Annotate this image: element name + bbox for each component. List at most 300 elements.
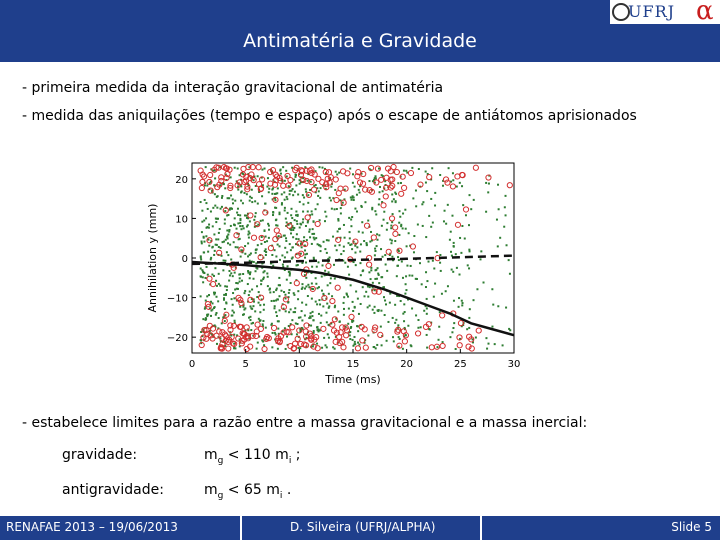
green-event-point <box>360 205 362 207</box>
green-event-point <box>211 309 213 311</box>
green-event-point <box>215 221 217 223</box>
green-event-point <box>292 188 294 190</box>
green-event-point <box>206 266 208 268</box>
green-event-point <box>358 343 360 345</box>
green-event-point <box>224 210 226 212</box>
green-event-point <box>249 232 251 234</box>
green-event-point <box>436 251 438 253</box>
slide-title: Antimatéria e Gravidade <box>243 30 477 52</box>
green-event-point <box>314 238 316 240</box>
green-event-point <box>247 283 249 285</box>
green-event-point <box>311 243 313 245</box>
green-event-point <box>430 198 432 200</box>
green-event-point <box>322 305 324 307</box>
green-event-point <box>394 304 396 306</box>
green-event-point <box>223 241 225 243</box>
green-event-point <box>485 337 487 339</box>
green-event-point <box>350 326 352 328</box>
green-event-point <box>284 247 286 249</box>
green-event-point <box>315 208 317 210</box>
green-event-point <box>425 236 427 238</box>
green-event-point <box>226 251 228 253</box>
green-event-point <box>258 302 260 304</box>
x-tick-label: 30 <box>507 359 521 370</box>
green-event-point <box>217 300 219 302</box>
green-event-point <box>340 253 342 255</box>
green-event-point <box>339 244 341 246</box>
green-event-point <box>344 262 346 264</box>
green-event-point <box>213 292 215 294</box>
green-event-point <box>343 314 345 316</box>
green-event-point <box>221 195 223 197</box>
bullet-first-measurement: - primeira medida da interação gravitacional de antimatéria <box>22 80 444 96</box>
green-event-point <box>352 345 354 347</box>
green-event-point <box>363 240 365 242</box>
green-event-point <box>251 201 253 203</box>
green-event-point <box>258 291 260 293</box>
green-event-point <box>391 256 393 258</box>
green-event-point <box>208 294 210 296</box>
green-event-point <box>236 212 238 214</box>
x-tick-label: 15 <box>346 359 360 370</box>
green-event-point <box>211 246 213 248</box>
green-event-point <box>226 289 228 291</box>
green-event-point <box>214 193 216 195</box>
green-event-point <box>244 290 246 292</box>
green-event-point <box>423 310 425 312</box>
green-event-point <box>301 319 303 321</box>
green-event-point <box>351 199 353 201</box>
green-event-point <box>218 317 220 319</box>
green-event-point <box>343 302 345 304</box>
green-event-point <box>455 348 457 350</box>
green-event-point <box>228 197 230 199</box>
green-event-point <box>292 194 294 196</box>
green-event-point <box>230 272 232 274</box>
green-event-point <box>439 254 441 256</box>
green-event-point <box>380 276 382 278</box>
green-event-point <box>358 189 360 191</box>
green-event-point <box>296 220 298 222</box>
green-event-point <box>253 219 255 221</box>
green-event-point <box>390 225 392 227</box>
green-event-point <box>311 282 313 284</box>
green-event-point <box>459 274 461 276</box>
green-event-point <box>337 310 339 312</box>
green-event-point <box>299 316 301 318</box>
green-event-point <box>228 280 230 282</box>
green-event-point <box>271 254 273 256</box>
green-event-point <box>417 224 419 226</box>
green-event-point <box>487 343 489 345</box>
green-event-point <box>218 273 220 275</box>
green-event-point <box>366 244 368 246</box>
green-event-point <box>450 231 452 233</box>
green-event-point <box>249 200 251 202</box>
green-event-point <box>425 182 427 184</box>
green-event-point <box>329 197 331 199</box>
green-event-point <box>230 207 232 209</box>
green-event-point <box>296 323 298 325</box>
green-event-point <box>251 289 253 291</box>
green-event-point <box>384 314 386 316</box>
green-event-point <box>285 348 287 350</box>
green-event-point <box>232 198 234 200</box>
green-event-point <box>262 219 264 221</box>
green-event-point <box>421 283 423 285</box>
green-event-point <box>292 246 294 248</box>
green-event-point <box>316 266 318 268</box>
green-event-point <box>426 190 428 192</box>
green-event-point <box>297 193 299 195</box>
green-event-point <box>288 292 290 294</box>
green-event-point <box>207 226 209 228</box>
green-event-point <box>201 241 203 243</box>
y-tick-label: −10 <box>166 293 188 305</box>
green-event-point <box>257 203 259 205</box>
green-event-point <box>227 242 229 244</box>
green-event-point <box>473 199 475 201</box>
green-event-point <box>277 299 279 301</box>
green-event-point <box>319 197 321 199</box>
green-event-point <box>232 292 234 294</box>
green-event-point <box>343 246 345 248</box>
x-tick-label: 20 <box>400 359 414 370</box>
green-event-point <box>230 176 232 178</box>
green-event-point <box>374 250 376 252</box>
green-event-point <box>249 271 251 273</box>
y-tick-label: 20 <box>175 174 188 186</box>
green-event-point <box>442 341 444 343</box>
green-event-point <box>260 220 262 222</box>
green-event-point <box>293 292 295 294</box>
green-event-point <box>344 237 346 239</box>
green-event-point <box>225 294 227 296</box>
green-event-point <box>487 191 489 193</box>
green-event-point <box>201 210 203 212</box>
green-event-point <box>216 296 218 298</box>
green-event-point <box>465 214 467 216</box>
green-event-point <box>244 307 246 309</box>
green-event-point <box>240 249 242 251</box>
green-event-point <box>218 232 220 234</box>
antigravity-limit-value: $m_g < 65$ $m_i$ . <box>204 482 292 501</box>
green-event-point <box>420 326 422 328</box>
green-event-point <box>402 277 404 279</box>
green-event-point <box>348 274 350 276</box>
green-event-point <box>397 265 399 267</box>
green-event-point <box>350 284 352 286</box>
green-event-point <box>205 300 207 302</box>
green-event-point <box>445 223 447 225</box>
green-event-point <box>255 252 257 254</box>
green-event-point <box>338 228 340 230</box>
green-event-point <box>262 271 264 273</box>
green-event-point <box>367 220 369 222</box>
green-event-point <box>213 233 215 235</box>
green-event-point <box>289 271 291 273</box>
green-event-point <box>302 221 304 223</box>
green-event-point <box>262 323 264 325</box>
green-event-point <box>354 307 356 309</box>
green-event-point <box>263 309 265 311</box>
green-event-point <box>226 286 228 288</box>
green-event-point <box>305 277 307 279</box>
green-event-point <box>395 201 397 203</box>
x-tick-label: 5 <box>242 359 249 370</box>
green-event-point <box>322 264 324 266</box>
green-event-point <box>205 319 207 321</box>
green-event-point <box>295 176 297 178</box>
green-event-point <box>253 179 255 181</box>
green-event-point <box>450 251 452 253</box>
green-event-point <box>406 245 408 247</box>
green-event-point <box>411 275 413 277</box>
green-event-point <box>376 233 378 235</box>
green-event-point <box>224 285 226 287</box>
green-event-point <box>202 276 204 278</box>
green-event-point <box>248 237 250 239</box>
green-event-point <box>361 221 363 223</box>
green-event-point <box>326 303 328 305</box>
green-event-point <box>285 240 287 242</box>
green-event-point <box>476 288 478 290</box>
green-event-point <box>410 345 412 347</box>
green-event-point <box>308 231 310 233</box>
green-event-point <box>328 271 330 273</box>
green-event-point <box>326 239 328 241</box>
green-event-point <box>271 346 273 348</box>
green-event-point <box>426 334 428 336</box>
green-event-point <box>432 260 434 262</box>
green-event-point <box>275 224 277 226</box>
green-event-point <box>377 273 379 275</box>
green-event-point <box>284 294 286 296</box>
green-event-point <box>316 329 318 331</box>
green-event-point <box>307 295 309 297</box>
green-event-point <box>305 191 307 193</box>
green-event-point <box>378 234 380 236</box>
green-event-point <box>380 248 382 250</box>
green-event-point <box>260 243 262 245</box>
green-event-point <box>224 314 226 316</box>
green-event-point <box>497 245 499 247</box>
green-event-point <box>462 302 464 304</box>
green-event-point <box>217 195 219 197</box>
green-event-point <box>263 229 265 231</box>
green-event-point <box>356 194 358 196</box>
green-event-point <box>294 311 296 313</box>
green-event-point <box>273 300 275 302</box>
green-event-point <box>378 198 380 200</box>
green-event-point <box>311 210 313 212</box>
green-event-point <box>278 277 280 279</box>
green-event-point <box>405 275 407 277</box>
green-event-point <box>324 220 326 222</box>
green-event-point <box>219 285 221 287</box>
green-event-point <box>280 173 282 175</box>
green-event-point <box>318 190 320 192</box>
green-event-point <box>317 261 319 263</box>
green-event-point <box>312 228 314 230</box>
green-event-point <box>286 175 288 177</box>
green-event-point <box>232 202 234 204</box>
green-event-point <box>200 201 202 203</box>
green-event-point <box>213 293 215 295</box>
green-event-point <box>343 296 345 298</box>
green-event-point <box>261 339 263 341</box>
green-event-point <box>253 278 255 280</box>
green-event-point <box>320 250 322 252</box>
green-event-point <box>261 236 263 238</box>
green-event-point <box>302 218 304 220</box>
green-event-point <box>441 293 443 295</box>
green-event-point <box>289 190 291 192</box>
green-event-point <box>334 189 336 191</box>
green-event-point <box>412 197 414 199</box>
green-event-point <box>239 273 241 275</box>
green-event-point <box>224 187 226 189</box>
green-event-point <box>281 254 283 256</box>
green-event-point <box>334 245 336 247</box>
green-event-point <box>349 231 351 233</box>
green-event-point <box>307 210 309 212</box>
green-event-point <box>311 298 313 300</box>
green-event-point <box>269 291 271 293</box>
green-event-point <box>375 175 377 177</box>
green-event-point <box>274 199 276 201</box>
green-event-point <box>405 283 407 285</box>
green-event-point <box>259 319 261 321</box>
green-event-point <box>383 296 385 298</box>
green-event-point <box>272 212 274 214</box>
green-event-point <box>313 319 315 321</box>
green-event-point <box>295 264 297 266</box>
green-event-point <box>350 219 352 221</box>
green-event-point <box>283 191 285 193</box>
green-event-point <box>491 288 493 290</box>
green-event-point <box>269 288 271 290</box>
green-event-point <box>260 283 262 285</box>
green-event-point <box>324 270 326 272</box>
green-event-point <box>295 184 297 186</box>
green-event-point <box>233 224 235 226</box>
green-event-point <box>284 199 286 201</box>
green-event-point <box>325 312 327 314</box>
green-event-point <box>295 238 297 240</box>
green-event-point <box>324 344 326 346</box>
green-event-point <box>408 232 410 234</box>
green-event-point <box>226 214 228 216</box>
green-event-point <box>461 300 463 302</box>
green-event-point <box>289 243 291 245</box>
green-event-point <box>247 242 249 244</box>
green-event-point <box>403 170 405 172</box>
green-event-point <box>337 230 339 232</box>
green-event-point <box>202 318 204 320</box>
green-event-point <box>276 315 278 317</box>
green-event-point <box>319 303 321 305</box>
footer-author: D. Silveira (UFRJ/ALPHA) <box>290 520 436 534</box>
green-event-point <box>274 305 276 307</box>
green-event-point <box>303 197 305 199</box>
green-event-point <box>453 242 455 244</box>
green-event-point <box>237 214 239 216</box>
green-event-point <box>233 297 235 299</box>
green-event-point <box>272 187 274 189</box>
green-event-point <box>234 217 236 219</box>
green-event-point <box>432 222 434 224</box>
green-event-point <box>428 261 430 263</box>
logo-ufrj-alpha <box>610 0 720 24</box>
green-event-point <box>292 236 294 238</box>
alpha-logo-icon: α <box>696 0 714 26</box>
green-event-point <box>275 219 277 221</box>
green-event-point <box>226 230 228 232</box>
green-event-point <box>403 320 405 322</box>
green-event-point <box>246 217 248 219</box>
green-event-point <box>290 308 292 310</box>
green-event-point <box>374 254 376 256</box>
green-event-point <box>206 185 208 187</box>
green-event-point <box>236 228 238 230</box>
green-event-point <box>358 313 360 315</box>
green-event-point <box>377 309 379 311</box>
green-event-point <box>379 186 381 188</box>
green-event-point <box>468 267 470 269</box>
green-event-point <box>290 249 292 251</box>
green-event-point <box>280 290 282 292</box>
green-event-point <box>305 304 307 306</box>
green-event-point <box>348 217 350 219</box>
green-event-point <box>381 225 383 227</box>
green-event-point <box>348 242 350 244</box>
green-event-point <box>275 255 277 257</box>
green-event-point <box>292 256 294 258</box>
green-event-point <box>462 204 464 206</box>
green-event-point <box>273 291 275 293</box>
green-event-point <box>277 187 279 189</box>
green-event-point <box>304 257 306 259</box>
green-event-point <box>410 265 412 267</box>
green-event-point <box>327 284 329 286</box>
green-event-point <box>257 244 259 246</box>
green-event-point <box>347 296 349 298</box>
green-event-point <box>214 267 216 269</box>
green-event-point <box>299 223 301 225</box>
green-event-point <box>334 208 336 210</box>
green-event-point <box>357 325 359 327</box>
green-event-point <box>359 251 361 253</box>
green-event-point <box>357 330 359 332</box>
green-event-point <box>284 256 286 258</box>
green-event-point <box>267 276 269 278</box>
green-event-point <box>506 244 508 246</box>
green-event-point <box>244 214 246 216</box>
green-event-point <box>286 336 288 338</box>
green-event-point <box>287 212 289 214</box>
green-event-point <box>279 245 281 247</box>
green-event-point <box>320 322 322 324</box>
green-event-point <box>372 309 374 311</box>
green-event-point <box>332 346 334 348</box>
green-event-point <box>249 319 251 321</box>
green-event-point <box>447 204 449 206</box>
green-event-point <box>356 246 358 248</box>
green-event-point <box>370 269 372 271</box>
green-event-point <box>451 269 453 271</box>
green-event-point <box>328 307 330 309</box>
